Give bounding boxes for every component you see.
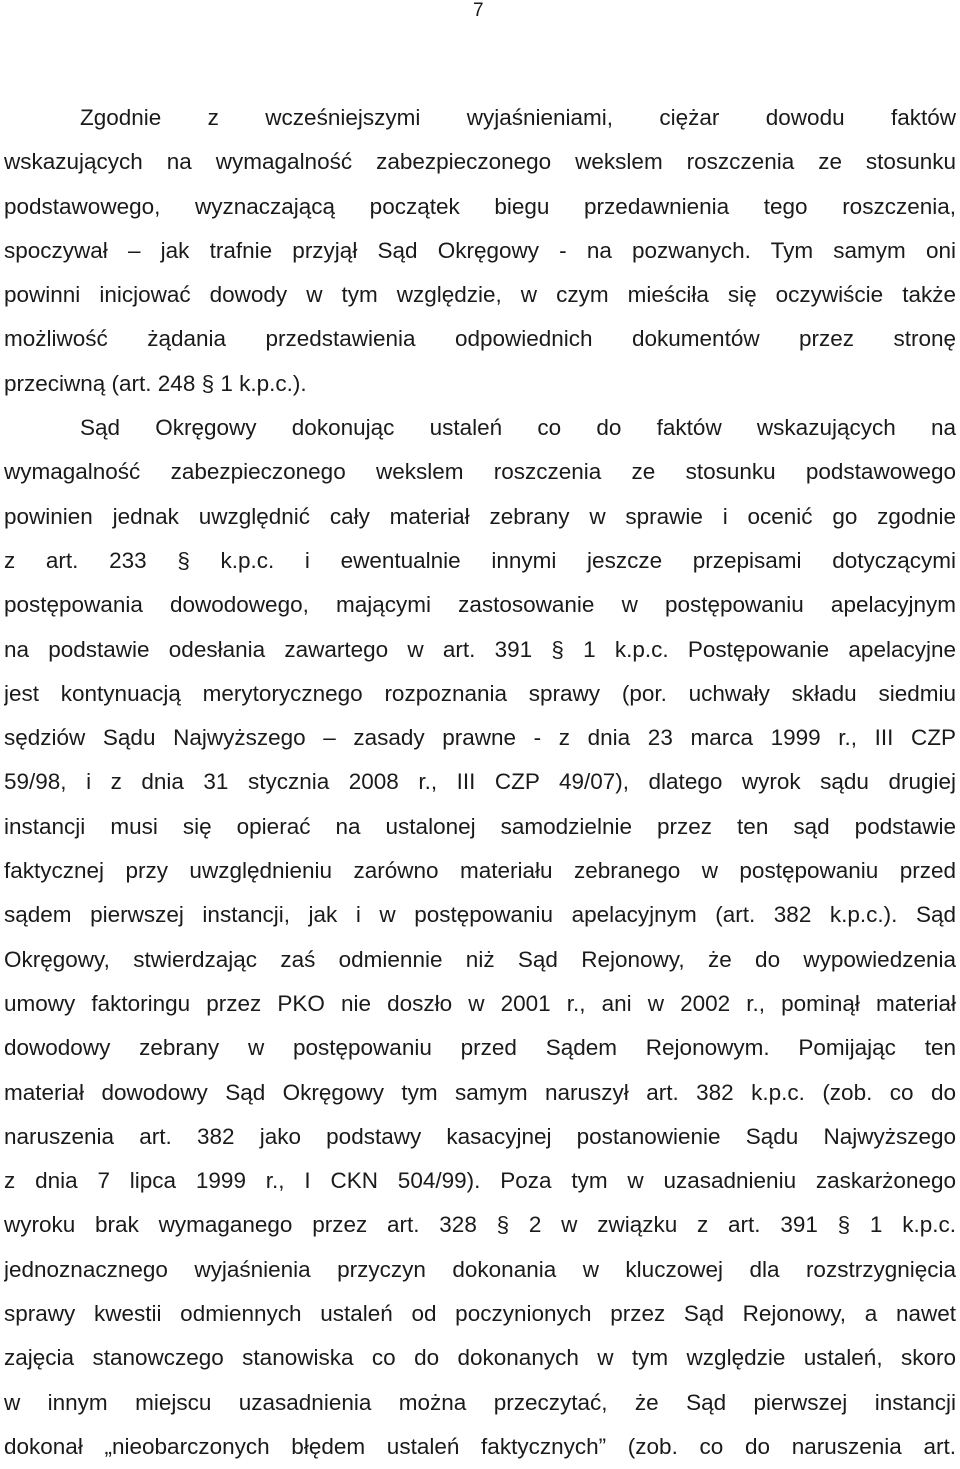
paragraph-line: sędziów Sądu Najwyższego – zasady prawne - z dnia 23 marca 1999 r., III CZP	[4, 725, 956, 751]
paragraph-line: instancji musi się opierać na ustalonej samodzielnie przez ten sąd podstawie	[4, 813, 956, 839]
paragraph-line: jest kontynuacją merytorycznego rozpoznania sprawy (por. uchwały składu siedmiu	[4, 680, 956, 706]
paragraph-line: dokonał „nieobarczonych błędem ustaleń faktycznych” (zob. co do naruszenia art.	[4, 1433, 956, 1459]
paragraph-line: umowy faktoringu przez PKO nie doszło w 2001 r., ani w 2002 r., pominął materiał	[4, 990, 956, 1016]
paragraph-line: spoczywał – jak trafnie przyjął Sąd Okręgowy - na pozwanych. Tym samym oni	[4, 237, 956, 263]
paragraph-line: jednoznacznego wyjaśnienia przyczyn dokonania w kluczowej dla rozstrzygnięcia	[4, 1256, 956, 1282]
paragraph-line: Sąd Okręgowy dokonując ustaleń co do faktów wskazujących na	[80, 415, 956, 441]
paragraph-line: Zgodnie z wcześniejszymi wyjaśnieniami, ciężar dowodu faktów	[80, 105, 956, 130]
paragraph-line: z art. 233 § k.p.c. i ewentualnie innymi jeszcze przepisami dotyczącymi	[4, 547, 956, 573]
paragraph-line: powinien jednak uwzględnić cały materiał zebrany w sprawie i ocenić go zgodnie	[4, 503, 956, 529]
paragraph-line: na podstawie odesłania zawartego w art. 391 § 1 k.p.c. Postępowanie apelacyjne	[4, 636, 956, 662]
paragraph-line: wyroku brak wymaganego przez art. 328 § 2 w związku z art. 391 § 1 k.p.c.	[4, 1212, 956, 1238]
paragraph-line: podstawowego, wyznaczającą początek biegu przedawnienia tego roszczenia,	[4, 193, 956, 219]
paragraph-line: w innym miejscu uzasadnienia można przeczytać, że Sąd pierwszej instancji	[4, 1389, 956, 1415]
paragraph-line: faktycznej przy uwzględnieniu zarówno materiału zebranego w postępowaniu przed	[4, 858, 956, 884]
paragraph-line: przeciwną (art. 248 § 1 k.p.c.).	[4, 370, 307, 396]
paragraph-line: naruszenia art. 382 jako podstawy kasacyjnej postanowienie Sądu Najwyższego	[4, 1123, 956, 1149]
paragraph-line: wymagalność zabezpieczonego wekslem roszczenia ze stosunku podstawowego	[4, 459, 956, 485]
paragraph-line: zajęcia stanowczego stanowiska co do dokonanych w tym względzie ustaleń, skoro	[4, 1345, 956, 1371]
paragraph-line: Okręgowy, stwierdzając zaś odmiennie niż Sąd Rejonowy, że do wypowiedzenia	[4, 946, 956, 972]
paragraph-line: materiał dowodowy Sąd Okręgowy tym samym naruszył art. 382 k.p.c. (zob. co do	[4, 1079, 956, 1105]
page-number: 7	[473, 0, 484, 21]
paragraph-line: postępowania dowodowego, mającymi zastosowanie w postępowaniu apelacyjnym	[4, 592, 956, 618]
paragraph-line: sprawy kwestii odmiennych ustaleń od poczynionych przez Sąd Rejonowy, a nawet	[4, 1301, 956, 1327]
body-text	[4, 96, 956, 1469]
paragraph-line: powinni inicjować dowody w tym względzie, w czym mieściła się oczywiście także	[4, 282, 956, 308]
paragraph-line: 59/98, i z dnia 31 stycznia 2008 r., III CZP 49/07), dlatego wyrok sądu drugiej	[4, 769, 956, 795]
paragraph-line: z dnia 7 lipca 1999 r., I CKN 504/99). Poza tym w uzasadnieniu zaskarżonego	[4, 1168, 956, 1194]
paragraph-line: wskazujących na wymagalność zabezpieczonego wekslem roszczenia ze stosunku	[4, 149, 956, 175]
paragraph-line: sądem pierwszej instancji, jak i w postępowaniu apelacyjnym (art. 382 k.p.c.). Sąd	[4, 902, 956, 928]
paragraph-line: możliwość żądania przedstawienia odpowiednich dokumentów przez stronę	[4, 326, 956, 352]
paragraph-line: dowodowy zebrany w postępowaniu przed Sądem Rejonowym. Pomijając ten	[4, 1035, 956, 1061]
